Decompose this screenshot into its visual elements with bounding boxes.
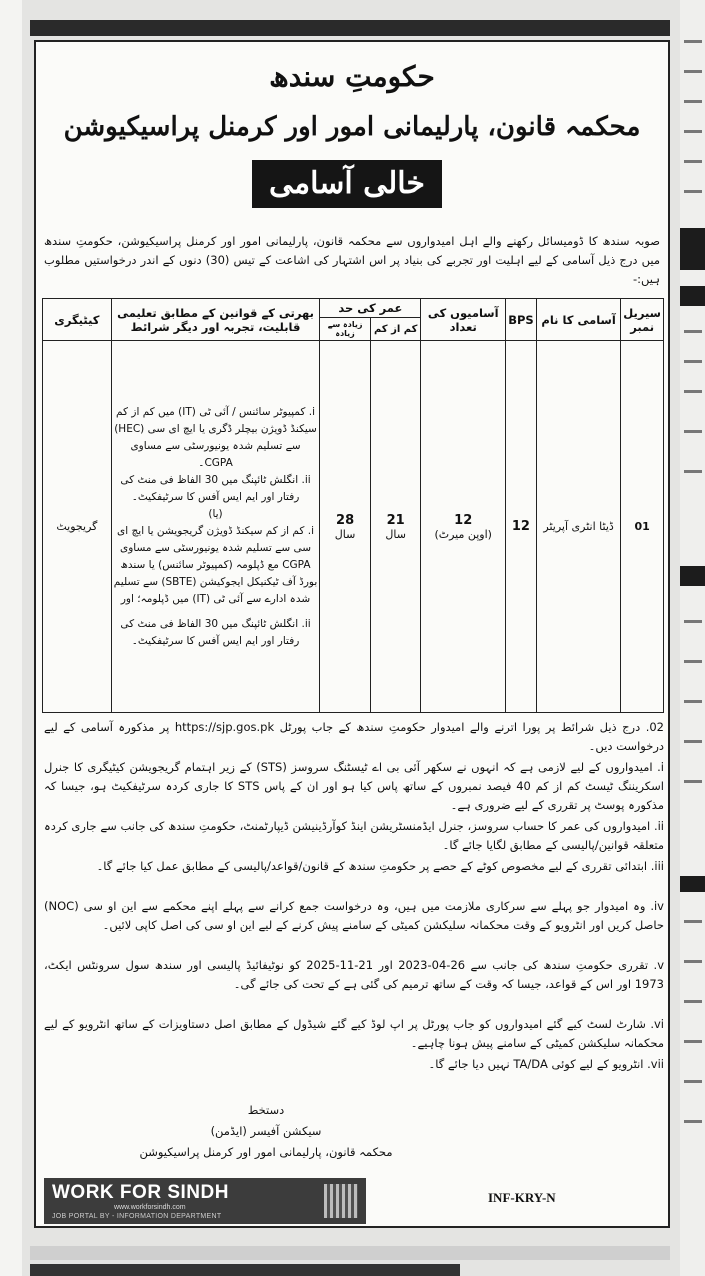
cell-age-min: [370, 341, 421, 713]
condition-i: i. امیدواروں کے لیے لازمی ہے کہ انہوں نے سکھر آئی بی اے ٹیسٹنگ سروسز (STS) کے زیر اہتمام گریجویشن کیٹیگری کا جنرل اسکریننگ ٹیسٹ کم از کم 40 فیصد نمبروں کے ساتھ پاس کیا ہو اور ان کے پاس STS کا جاری کردہ سرٹیفکیٹ ہو، جیسا کہ مذکورہ پوسٹ پر تقرری کے لیے ضروری ہے۔: [44, 760, 664, 812]
header-post: آسامی کا نام: [536, 299, 620, 341]
intro-paragraph: صوبہ سندھ کا ڈومیسائل رکھنے والے اہل امیدواروں سے محکمہ قانون، پارلیمانی امور اور کرمنل پراسیکیوشن، حکومتِ سندھ میں درج ذیل آسامی کے لیے اہلیت اور تجربے کی بنیاد پر اس اشتہار کی اشاعت کے تیس (30) دنوں کے اندر درخواستیں مطلوب ہیں:-: [44, 234, 660, 286]
government-title: حکومتِ سندھ: [269, 60, 435, 93]
header-age-min: کم از کم: [370, 318, 421, 341]
age-max-unit: سال: [334, 527, 356, 541]
header-bps: BPS: [505, 299, 536, 341]
bottom-rule: [30, 1246, 670, 1260]
condition-vi: vi. شارٹ لسٹ کیے گئے امیدواروں کو جاب پورٹل پر اپ لوڈ کیے گئے شیڈول کے مطابق اصل دستاویزات کے ساتھ انٹرویو کے لیے محکمانہ سلیکشن کمیٹی کے سامنے پیش ہونا چاہیے۔: [44, 1017, 664, 1050]
condition-ii: ii. امیدواروں کی عمر کا حساب سروسز، جنرل ایڈمنسٹریشن اینڈ کوآرڈینیشن ڈیپارٹمنٹ، حکومتِ سندھ کی جانب سے جاری کردہ متعلقہ قوانین/پالیسی کے مطابق لگایا جائے گا۔: [44, 819, 664, 852]
cell-qualification: [111, 341, 320, 713]
next-article-strip: [30, 1264, 460, 1276]
table-row: [43, 341, 664, 713]
signature-block: [96, 1100, 436, 1163]
signature-label: دستخط: [247, 1103, 285, 1117]
condition-v: v. تقرری حکومتِ سندھ کی جانب سے 26-04-2023 اور 21-11-2025 کو نوٹیفائیڈ پالیسی اور سندھ سول سرونٹس ایکٹ، 1973 اور اس کے قواعد، جیسا کہ وقت کے ساتھ ترمیم کی گئی ہے کے تحت کی جائے گی۔: [44, 958, 664, 991]
job-advertisement: [34, 40, 670, 1228]
age-min-value: 21: [386, 512, 405, 528]
condition-iii: iii. ابتدائی تقرری کے لیے مخصوص کوٹے کے حصے پر حکومتِ سندھ کے قانون/قواعد/پالیسی کے مطابق عمل کیا جائے گا۔: [96, 859, 664, 873]
count-value: 12: [454, 512, 473, 528]
cell-category: گریجویٹ: [43, 341, 112, 713]
signatory-title: سیکشن آفیسر (ایڈمن): [210, 1124, 322, 1138]
top-rule: [30, 20, 670, 36]
header-count: آسامیوں کی تعداد: [421, 299, 505, 341]
adjacent-column-left: [0, 0, 22, 1276]
header-age: عمر کی حد: [320, 299, 421, 318]
qr-code-icon: [324, 1184, 358, 1218]
condition-02: 02. درج ذیل شرائط پر پورا اترنے والے امیدوار حکومتِ سندھ کے جاب پورٹل https://sjp.gos.pk پر مذکورہ آسامی کے لیے درخواست دیں۔: [44, 720, 664, 753]
condition-vii: vii. انٹرویو کے لیے کوئی TA/DA نہیں دیا جائے گا۔: [428, 1057, 664, 1071]
reference-number: INF-KRY-N: [488, 1190, 556, 1205]
qualification-line: ii. انگلش ٹائپنگ میں 30 الفاظ فی منٹ کی رفتار اور ایم ایس آفس کا سرٹیفکیٹ۔: [120, 617, 311, 647]
qualification-line: i. کم از کم سیکنڈ ڈویژن گریجویشن یا ایچ ای سی سے تسلیم شدہ یونیورسٹی سے مساوی CGPA مع ڈپلومہ (کمپیوٹر سائنس) یا سندھ بورڈ آف ٹیکنیکل ایجوکیشن (SBTE) سے تسلیم شدہ ادارے سے آئی ٹی (IT) میں ڈپلومہ؛ اور: [113, 524, 318, 605]
header-age-max: زیادہ سے زیادہ: [320, 318, 371, 341]
age-min-unit: سال: [385, 527, 406, 541]
signatory-department: محکمہ قانون، پارلیمانی امور اور کرمنل پراسیکیوشن: [139, 1145, 393, 1159]
logo-subtitle: JOB PORTAL BY - INFORMATION DEPARTMENT: [52, 1213, 222, 1220]
condition-iv: iv. وہ امیدوار جو پہلے سے سرکاری ملازمت میں ہیں، وہ درخواست جمع کرانے سے پہلے اپنے محکمے سے این او سی (NOC) حاصل کریں اور انٹرویو کے وقت محکمانہ سلیکشن کمیٹی کے سامنے پیش کرنے کے لیے این او سی کی اصل کاپی لائیں۔: [44, 899, 664, 932]
age-max-value: 28: [336, 512, 355, 528]
cell-count: [421, 341, 505, 713]
vacancy-table: [42, 298, 664, 713]
qualification-line: i. کمپیوٹر سائنس / آئی ٹی (IT) میں کم از کم سیکنڈ ڈویژن بیچلر ڈگری یا ایچ ای سی (HEC) سے تسلیم شدہ یونیورسٹی سے مساوی CGPA۔: [114, 405, 317, 469]
header-qualification: بھرتی کے قوانین کے مطابق تعلیمی قابلیت، تجربہ اور دیگر شرائط: [111, 299, 320, 341]
work-for-sindh-logo: [44, 1178, 366, 1224]
vacancy-banner: خالی آسامی: [252, 160, 442, 208]
logo-url: www.workforsindh.com: [114, 1204, 186, 1211]
cell-serial: 01: [621, 341, 664, 713]
cell-age-max: [320, 341, 371, 713]
count-note: (اوپن میرٹ): [434, 527, 492, 541]
header-category: کیٹیگری: [43, 299, 112, 341]
header-serial: سیریل نمبر: [621, 299, 664, 341]
qualification-or: (یا): [208, 507, 223, 520]
cell-bps: 12: [505, 341, 536, 713]
logo-brand: WORK FOR SINDH: [52, 1182, 229, 1203]
cell-post: ڈیٹا انٹری آپریٹر: [536, 341, 620, 713]
qualification-line: ii. انگلش ٹائپنگ میں 30 الفاظ فی منٹ کی رفتار اور ایم ایس آفس کا سرٹیفکیٹ۔: [120, 473, 311, 503]
department-title: محکمہ قانون، پارلیمانی امور اور کرمنل پراسیکیوشن: [63, 112, 641, 142]
adjacent-column-right: [680, 0, 705, 1276]
